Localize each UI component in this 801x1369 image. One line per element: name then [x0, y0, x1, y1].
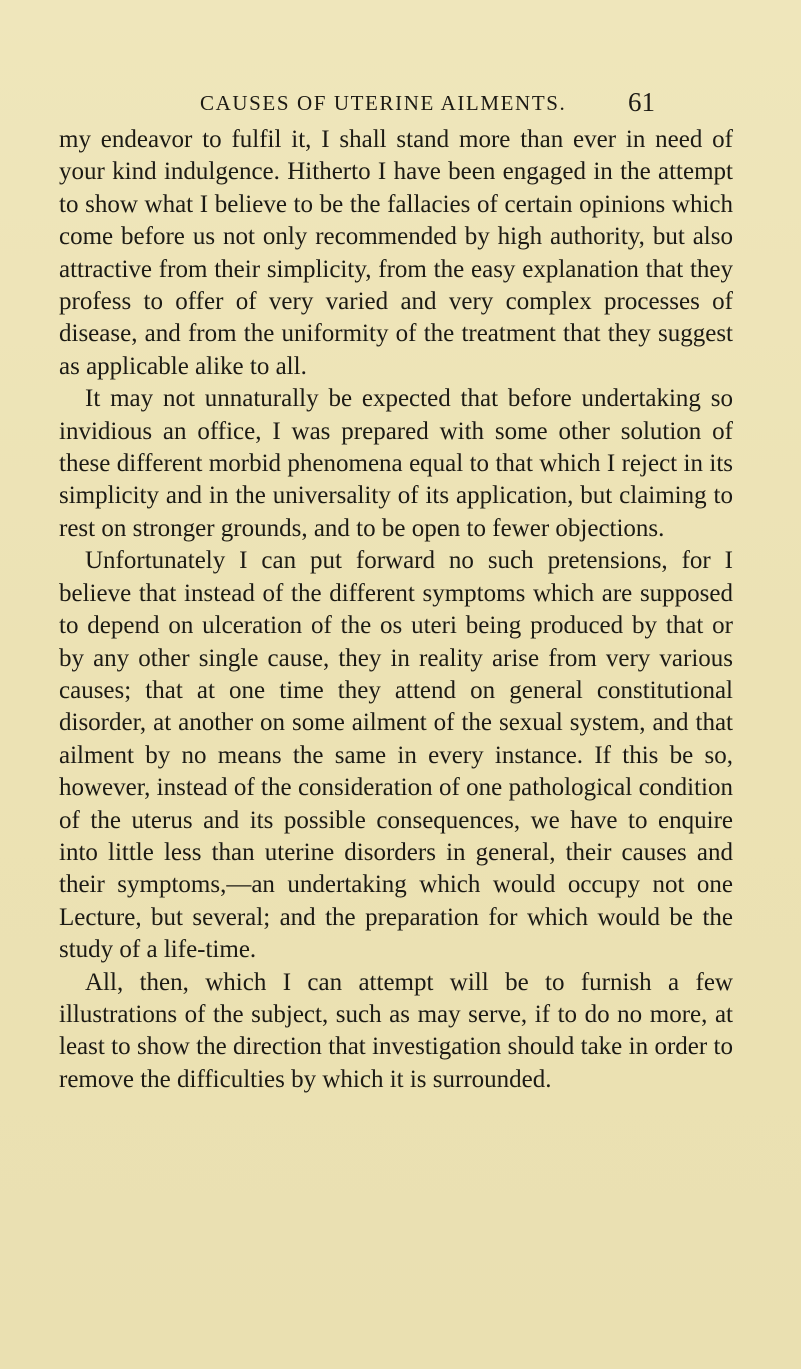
- paragraph-continued: my endeavor to fulfil it, I shall stand more than ever in need of your kind indulgence. Hitherto I have been engaged in the attempt to show what I believe to be the fallacies of certain opinions which come before us not only recommended by high authority, but also attractive from their simplicity, from the easy explanation that they profess to offer of very varied and very complex processes of disease, and from the uniformity of the treatment that they suggest as applicable alike to all.: [59, 126, 733, 380]
- page-number: 61: [628, 87, 655, 117]
- paragraph: Unfortunately I can put forward no such pretensions, for I believe that instead of the different symptoms which are supposed to depend on ulceration of the os uteri being produced by that or by any other single cause, they in reality arise from very various causes; that at one time they attend on general constitutional disorder, at another on some ailment of the sexual system, and that ailment by no means the same in every instance. If this be so, however, instead of the consideration of one pathological condition of the uterus and its possible consequences, we have to enquire into little less than uterine disorders in general, their causes and their symptoms,—an undertaking which would occupy not one Lecture, but several; and the preparation for which would be the study of a life-time.: [59, 547, 733, 964]
- running-head: [200, 88, 655, 118]
- paragraph: It may not unnaturally be expected that before undertaking so invidious an office, I was prepared with some other solution of these different morbid phenomena equal to that which I reject in its simplicity and in the universality of its application, but claiming to rest on stronger grounds, and to be open to fewer objections.: [59, 385, 733, 542]
- paragraph: All, then, which I can attempt will be to furnish a few illustrations of the subject, such as may serve, if to do no more, at least to show the direction that investigation should take in order to remove the difficulties by which it is surrounded.: [59, 968, 733, 1093]
- body-text: [59, 124, 733, 1096]
- running-title: CAUSES OF UTERINE AILMENTS.: [200, 91, 567, 115]
